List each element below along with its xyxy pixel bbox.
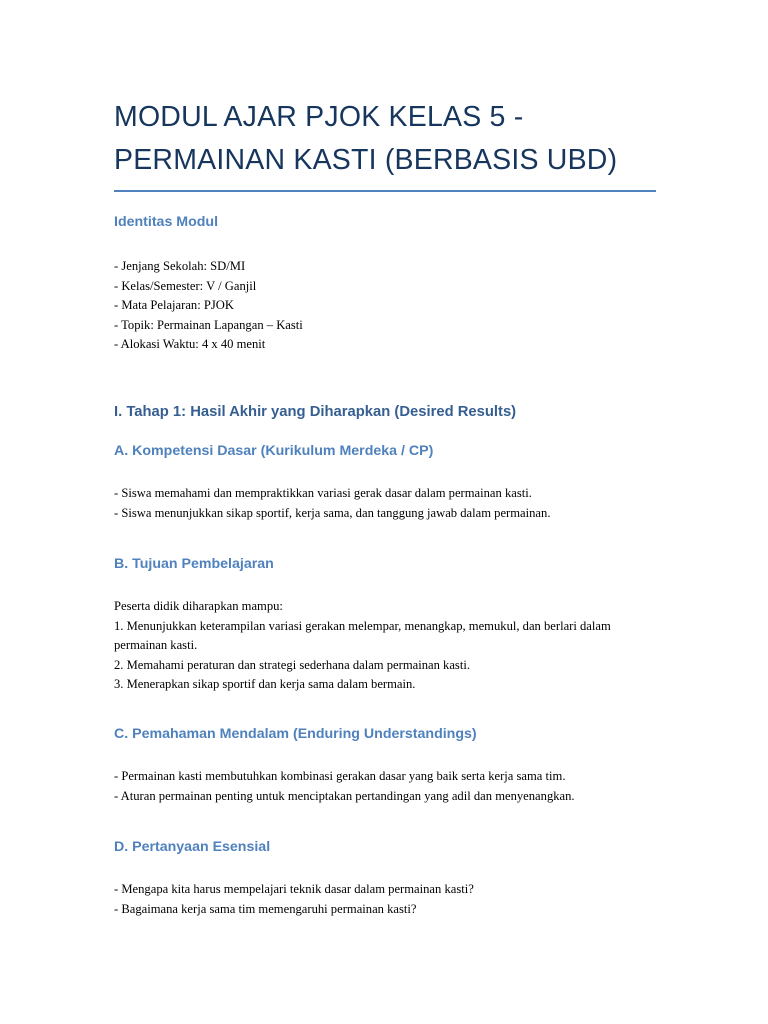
kompetensi-heading: A. Kompetensi Dasar (Kurikulum Merdeka / CP)	[114, 443, 434, 459]
tahap1-heading: I. Tahap 1: Hasil Akhir yang Diharapkan (Desired Results)	[114, 404, 517, 420]
list-item: - Alokasi Waktu: 4 x 40 menit	[114, 337, 266, 351]
pemahaman-list	[114, 767, 659, 806]
list-item: 2. Memahami peraturan dan strategi sederhana dalam permainan kasti.	[114, 657, 470, 672]
list-item: - Permainan kasti membutuhkan kombinasi gerakan dasar yang baik serta kerja sama tim.	[114, 769, 566, 783]
identitas-list	[114, 257, 659, 355]
list-item: 1. Menunjukkan keterampilan variasi gerakan melempar, menangkap, memukul, dan berlari dalam permainan kasti.	[114, 618, 611, 652]
list-item: - Bagaimana kerja sama tim memengaruhi permainan kasti?	[114, 901, 417, 916]
list-item: - Siswa menunjukkan sikap sportif, kerja sama, dan tanggung jawab dalam permainan.	[114, 505, 551, 520]
list-item: Peserta didik diharapkan mampu:	[114, 599, 283, 613]
pertanyaan-list	[114, 880, 659, 919]
tujuan-list	[114, 597, 659, 695]
list-item: - Kelas/Semester: V / Ganjil	[114, 278, 257, 293]
kompetensi-list	[114, 484, 659, 523]
list-item: - Topik: Permainan Lapangan – Kasti	[114, 317, 303, 332]
document-title	[114, 96, 656, 192]
list-item: - Mengapa kita harus mempelajari teknik dasar dalam permainan kasti?	[114, 882, 474, 896]
tujuan-heading: B. Tujuan Pembelajaran	[114, 556, 274, 572]
document-page	[114, 96, 656, 192]
title-line-1: MODUL AJAR PJOK KELAS 5 -	[114, 101, 524, 133]
list-item: - Jenjang Sekolah: SD/MI	[114, 259, 246, 273]
identitas-heading: Identitas Modul	[114, 214, 219, 230]
list-item: - Mata Pelajaran: PJOK	[114, 298, 234, 312]
pertanyaan-heading: D. Pertanyaan Esensial	[114, 839, 271, 855]
list-item: - Siswa memahami dan mempraktikkan variasi gerak dasar dalam permainan kasti.	[114, 486, 532, 500]
list-item: - Aturan permainan penting untuk menciptakan pertandingan yang adil dan menyenangkan.	[114, 788, 575, 803]
pemahaman-heading: C. Pemahaman Mendalam (Enduring Understandings)	[114, 726, 477, 742]
title-line-2: PERMAINAN KASTI (BERBASIS UBD)	[114, 144, 618, 176]
list-item: 3. Menerapkan sikap sportif dan kerja sama dalam bermain.	[114, 677, 416, 691]
